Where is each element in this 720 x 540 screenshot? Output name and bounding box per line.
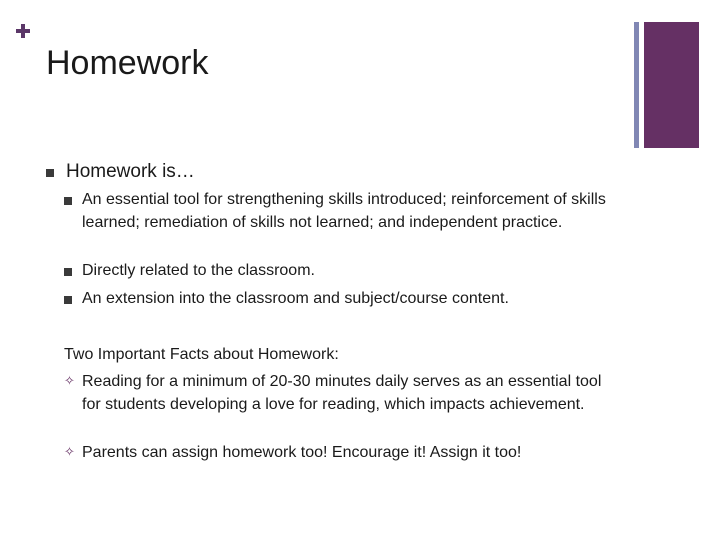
plus-icon: [14, 20, 34, 40]
square-bullet-icon: [64, 268, 72, 276]
sub-bullet-item: An essential tool for strengthening skills introduced; reinforcement of skills learned; remediation of skills not learned; and independent practice.: [82, 191, 606, 231]
four-point-star-icon: ✧: [64, 374, 75, 389]
decorative-bar-block: [644, 22, 699, 148]
square-bullet-icon: [46, 169, 54, 177]
decorative-bar-line: [634, 22, 639, 148]
slide-title: Homework: [46, 44, 209, 82]
square-bullet-icon: [64, 197, 72, 205]
fact-item: Reading for a minimum of 20-30 minutes daily serves as an essential tool for students developing a love for reading, which impacts achievement.: [82, 373, 602, 413]
square-bullet-icon: [64, 296, 72, 304]
fact-item: Parents can assign homework too! Encourage it! Assign it too!: [82, 444, 522, 461]
four-point-star-icon: ✧: [64, 445, 75, 460]
facts-heading: Two Important Facts about Homework:: [64, 346, 339, 363]
bullet-level1-text: Homework is…: [66, 161, 195, 182]
sub-bullet-item: Directly related to the classroom.: [82, 262, 315, 279]
sub-bullet-item: An extension into the classroom and subject/course content.: [82, 290, 509, 307]
